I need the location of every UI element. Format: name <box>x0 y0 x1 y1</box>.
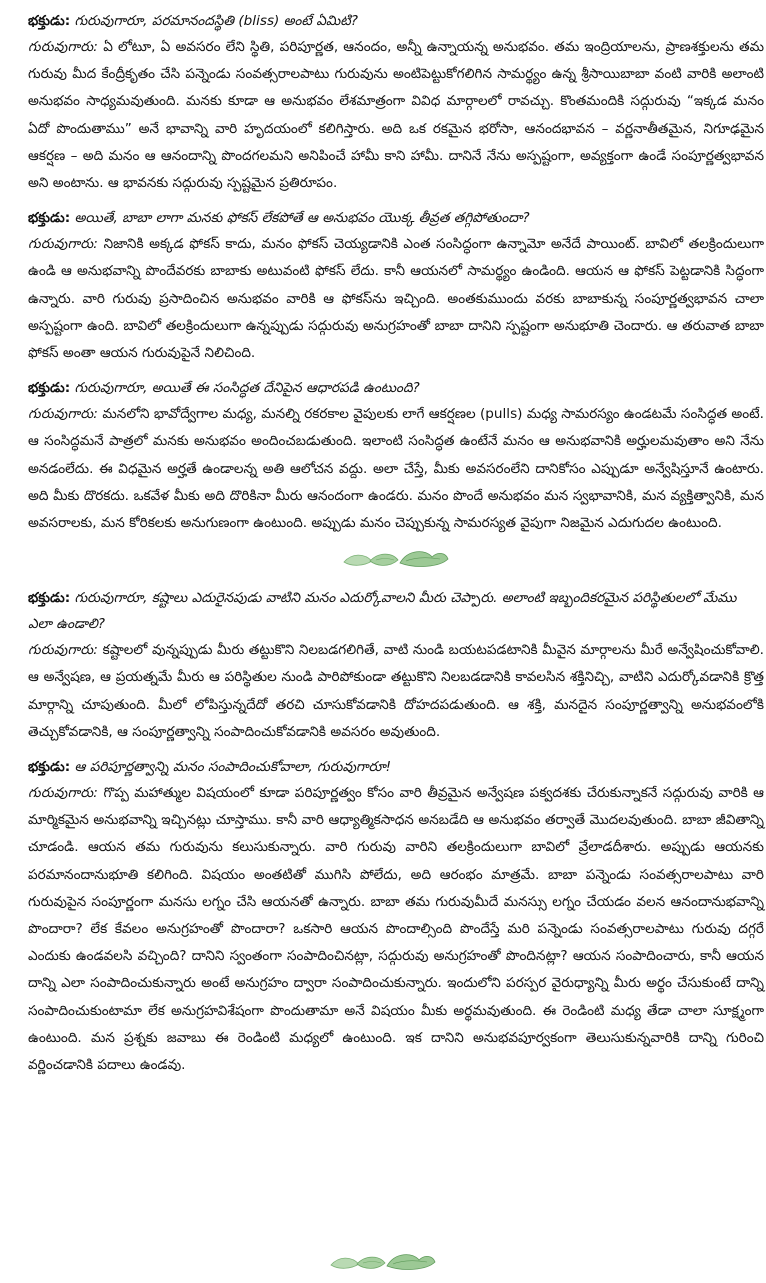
qa-block-3 <box>28 375 764 537</box>
question-1 <box>28 8 764 34</box>
answer-2 <box>28 231 764 367</box>
answer-text: మనలోని భావోద్వేగాల మధ్య, మనల్ని రకరకాల వైపులకు లాగే ఆకర్షణల (pulls) మధ్య సామరస్యం ఉండటమే సంసిద్ధత అంటే. ఆ సంసిద్ధమనే పాత్రలో మనకు అనుభవం అందించబడుతుంది. ఇలాంటి సంసిద్ధత ఉంటేనే మనం ఆ అనుభవానికి అర్హులమవుతాం అని నేను అనడంలేదు. ఈ విధమైన అర్హతే ఉండాలన్న అతి ఆలోచన వద్దు. అలా చేస్తే, మీకు అవసరంలేని దానికోసం ఎప్పుడూ అన్వేషిస్తూనే ఉంటారు. అది మీకు దొరకదు. ఒకవేళ మీకు అది దొరికినా మీరు ఆనందంగా ఉండరు. మనం పొందే అనుభవం మన స్వభావానికి, మన వ్యక్తిత్వానికి, మన అవసరాలకు, మన కోరికలకు అనుగుణంగా ఉంటుంది. అప్పుడు మనం చెప్పుకున్న సామరస్యత వైపుగా నిజమైన ఎదుగుదల ఉంటుంది. <box>28 406 764 532</box>
section-divider <box>28 545 764 573</box>
answer-text: ఏ లోటూ, ఏ అవసరం లేని స్థితి, పరిపూర్ణత, ఆనందం, అన్నీ ఉన్నాయన్న అనుభవం. తమ ఇంద్రియాలను, ప్రాణశక్తులను తమ గురువు మీద కేంద్రీకృతం చేసి పన్నెండు సంవత్సరాలపాటు గురువును అంటిపెట్టుకోగలిగిన సామర్థ్యం ఉన్న శ్రీసాయిబాబా వంటి వారికి అలాంటి అనుభవం సాధ్యమవుతుంది. మనకు కూడా ఆ అనుభవం లేశమాత్రంగా వివిధ మార్గాలలో రావచ్చు. కొంతమందికి సద్గురువు “ఇక్కడ మనం ఏదో పొందుతాము” అనే భావాన్ని వారి హృదయంలో కలిగిస్తారు. అది ఒక రకమైన భరోసా, ఆనందభావన – వర్ణనాతీతమైన, నిగూఢమైన ఆకర్షణ – అది మనం ఆ ఆనందాన్ని పొందగలమని అనిపించే హామీ కాని హామీ. దానినే నేను అస్పష్టంగా, అవ్యక్తంగా ఉండే సంపూర్ణత్వభావన అని అంటాను. ఆ భావనకు సద్గురువు స్పష్టమైన ప్రతిరూపం. <box>28 39 764 192</box>
answer-text: కష్టాలలో వున్నప్పుడు మీరు తట్టుకొని నిలబడగలిగితే, వాటి నుండి బయటపడటానికి మీవైన మార్గాలను మీరే అన్వేషించుకోవాలి. ఆ అన్వేషణ, ఆ ప్రయత్నమే మీరు ఆ పరిస్థితుల నుండి పారిపోకుండా తట్టుకొని నిలబడడానికి కావలసిన శక్తినిచ్చి, వాటిని ఎదుర్కోవడానికి క్రొత్త మార్గాన్ని చూపుతుంది. మీలో లోపిస్తున్నదేదో తరచి చూసుకోవడానికి దోహదపడుతుంది. ఆ శక్తి, మనదైన సంపూర్ణత్వాన్ని అనుభవంలోకి తెచ్చుకోవడానికి, ఆ సంపూర్ణత్వాన్ని సంపాదించుకోవడానికి అవసరం అవుతుంది. <box>28 642 764 740</box>
leaf-ornament-icon <box>340 547 452 571</box>
question-text: గురువుగారూ, అయితే ఈ సంసిద్ధత దేనిపైన ఆధారపడి ఉంటుంది? <box>74 380 420 397</box>
answer-label: గురువుగారు: <box>28 236 99 253</box>
qa-block-5 <box>28 754 764 1079</box>
question-label: భక్తుడు: <box>28 590 71 607</box>
answer-label: గురువుగారు: <box>28 642 99 659</box>
answer-label: గురువుగారు: <box>28 406 99 423</box>
question-text: గురువుగారూ, కష్టాలు ఎదురైనపుడు వాటిని మనం ఎదుర్కోవాలని మీరు చెప్పారు. అలాంటి ఇబ్బందికరమైన పరిస్థితులలో మేము ఎలా ఉండాలి? <box>28 590 737 633</box>
leaf-ornament-icon <box>327 1250 439 1274</box>
question-3 <box>28 375 764 401</box>
question-label: భక్తుడు: <box>28 210 71 227</box>
question-4 <box>28 585 764 637</box>
answer-label: గురువుగారు: <box>28 785 99 802</box>
question-label: భక్తుడు: <box>28 380 71 397</box>
qa-block-2 <box>28 205 764 367</box>
answer-label: గురువుగారు: <box>28 39 99 55</box>
answer-3 <box>28 401 764 537</box>
answer-text: గొప్ప మహాత్ముల విషయంలో కూడా పరిపూర్ణత్వం కోసం వారి తీవ్రమైన అన్వేషణ పక్వదశకు చేరుకున్నాకనే సద్గురువు వారికి ఆ మార్మికమైన అనుభవాన్ని ఇచ్చినట్లు చూస్తాము. కానీ వారి ఆధ్యాత్మికసాధన అనబడేది ఆ అనుభవం తర్వాతే మొదలవుతుంది. బాబా జీవితాన్ని చూడండి. ఆయన తమ గురువును కలుసుకున్నారు. వారి గురువు వారిని తలక్రిందులుగా బావిలో వ్రేలాడదీశారు. అప్పుడు ఆయనకు పరమానందానుభూతి కలిగింది. విషయం అంతటితో ముగిసి పోలేదు, అది ఆరంభం మాత్రమే. బాబా పన్నెండు సంవత్సరాలపాటు వారి గురువుపైన సంపూర్ణంగా మనసు లగ్నం చేసి ఆయనతో ఉన్నారు. బాబా తమ గురువుమీదే మనస్సు లగ్నం చేయడం వలన ఆనందానుభవాన్ని పొందారా? లేక కేవలం అనుగ్రహంతో పొందారా? ఒకసారి ఆయన పొందాల్సింది పొందేస్తే మరి పన్నెండు సంవత్సరాలపాటు గురువు దగ్గరే ఎందుకు ఉండవలసి వచ్చింది? దానిని స్వంతంగా సంపాదించినట్లా, సద్గురువు అనుగ్రహంతో పొందినట్లా? ఆయన సంపాదించారు, కానీ ఆయన దాన్ని ఎలా సంపాదించుకున్నారు అంటే అనుగ్రహం ద్వారా సంపాదించుకున్నారు. ఇందులోని పరస్పర వైరుధ్యాన్ని మీరు అర్థం చేసుకుంటే దాన్ని సంపాదించుకుంటామా లేక అనుగ్రహవిశేషంగా పొందుతామా అనే విషయం మీకు అర్థమవుతుంది. ఈ రెండింటి మధ్య తేడా చాలా సూక్ష్మంగా ఉంటుంది. మన ప్రశ్నకు జవాబు ఈ రెండింటి మధ్యలో ఉంటుంది. ఇక దానిని అనుభవపూర్వకంగా తెలుసుకున్నవారికి దాన్ని గురించి వర్ణించడానికి పదాలు ఉండవు. <box>28 785 764 1074</box>
question-text: ఆ పరిపూర్ణత్వాన్ని మనం సంపాదించుకోవాలా, గురువుగారూ! <box>74 759 392 776</box>
question-label: భక్తుడు: <box>28 759 71 776</box>
answer-4 <box>28 637 764 746</box>
question-text: అయితే, బాబా లాగా మనకు ఫోకస్ లేకపోతే ఆ అనుభవం యొక్క తీవ్రత తగ్గిపోతుందా? <box>74 210 530 227</box>
question-text: గురువుగారూ, పరమానందస్థితి (bliss) అంటే ఏమిటి? <box>74 13 358 29</box>
answer-5 <box>28 780 764 1079</box>
question-5 <box>28 754 764 780</box>
qa-block-4 <box>28 585 764 746</box>
article-page <box>28 8 764 1087</box>
question-label: భక్తుడు: <box>28 13 71 29</box>
answer-text: నిజానికి అక్కడ ఫోకస్ కాదు, మనం ఫోకస్ చెయ్యడానికి ఎంత సంసిద్ధంగా ఉన్నామో అనేదే పాయింట్. బావిలో తలక్రిందులుగా ఉండి ఆ అనుభవాన్ని పొందేవరకు బాబాకు అటువంటి ఫోకస్ లేదు. కానీ ఆయనలో సామర్థ్యం ఉండింది. ఆయన ఆ ఫోకస్ పెట్టడానికి సిద్ధంగా ఉన్నారు. వారి గురువు ప్రసాదించిన అనుభవం వారికి ఆ ఫోకస్‌ను ఇచ్చింది. అంతకుముందు వరకు బాబాకున్న సంపూర్ణత్వభావన చాలా అస్పష్టంగా ఉంది. బావిలో తలక్రిందులుగా ఉన్నప్పుడు సద్గురువు అనుగ్రహంతో బాబా దానిని స్పష్టంగా అనుభూతి చెందారు. ఆ తరువాత బాబా ఫోకస్ అంతా ఆయన గురువుపైనే నిలిచింది. <box>28 236 764 362</box>
question-2 <box>28 205 764 231</box>
answer-1 <box>28 34 764 197</box>
qa-block-1 <box>28 8 764 197</box>
end-divider <box>0 1248 766 1276</box>
